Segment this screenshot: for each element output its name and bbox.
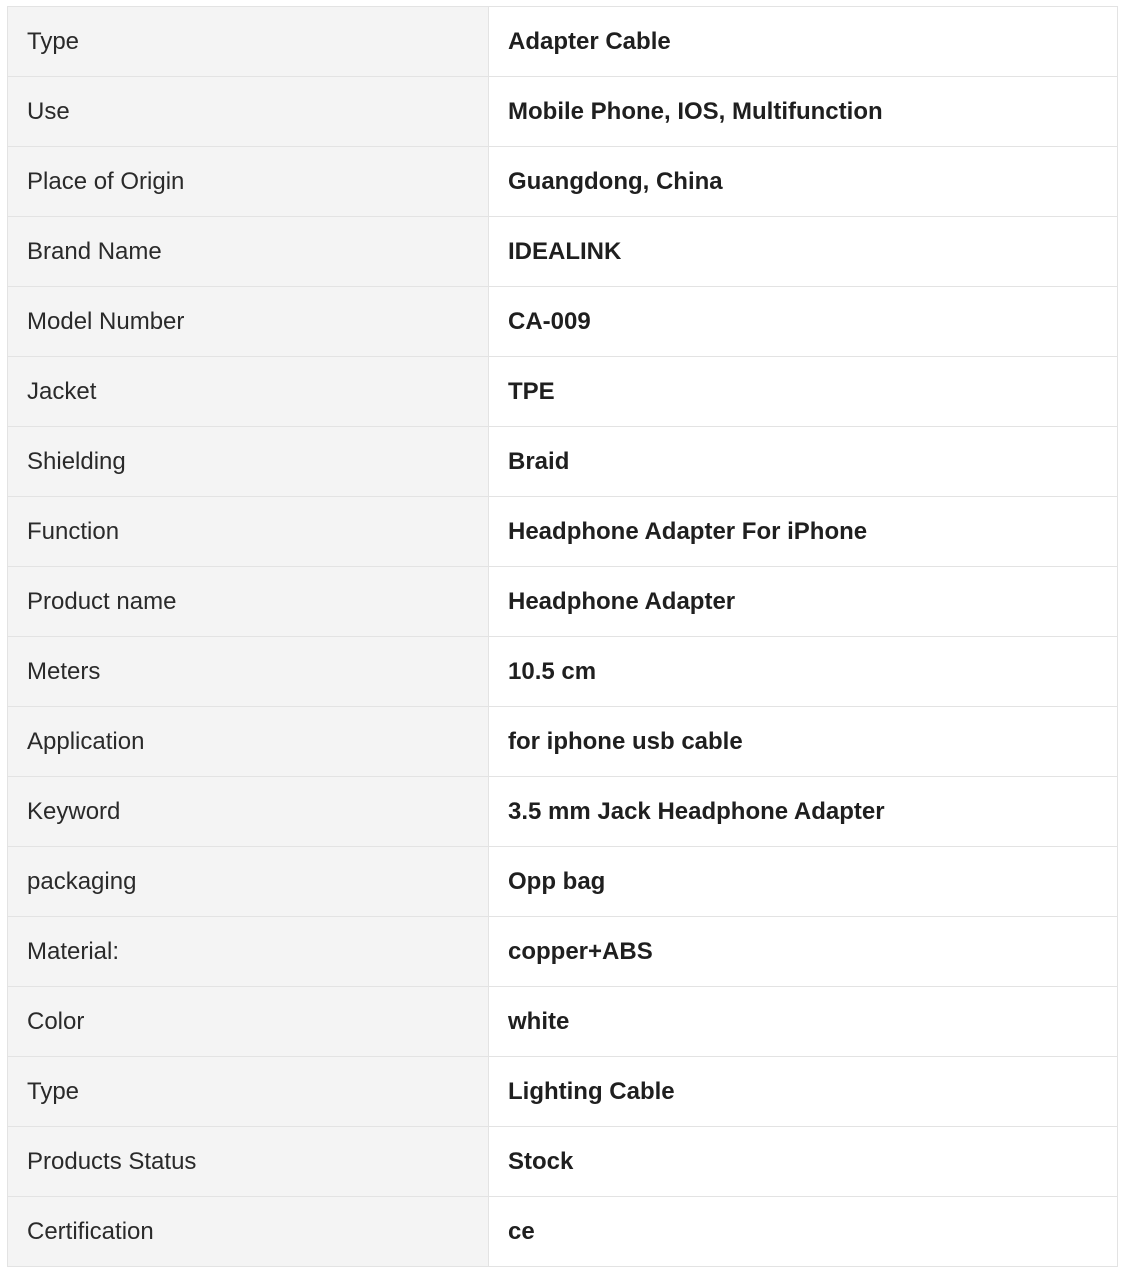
spec-value: Lighting Cable — [489, 1057, 1118, 1127]
spec-value: Headphone Adapter — [489, 567, 1118, 637]
spec-value: Adapter Cable — [489, 7, 1118, 77]
spec-label: Material: — [8, 917, 489, 987]
table-row — [8, 847, 1118, 917]
spec-value: Opp bag — [489, 847, 1118, 917]
spec-label: Use — [8, 77, 489, 147]
spec-label: Place of Origin — [8, 147, 489, 217]
spec-value: for iphone usb cable — [489, 707, 1118, 777]
spec-label: Type — [8, 7, 489, 77]
table-row — [8, 567, 1118, 637]
spec-label: packaging — [8, 847, 489, 917]
table-row — [8, 7, 1118, 77]
spec-label: Jacket — [8, 357, 489, 427]
table-row — [8, 1197, 1118, 1267]
spec-value: Guangdong, China — [489, 147, 1118, 217]
spec-label: Brand Name — [8, 217, 489, 287]
spec-label: Model Number — [8, 287, 489, 357]
spec-value: 10.5 cm — [489, 637, 1118, 707]
table-row — [8, 147, 1118, 217]
spec-label: Type — [8, 1057, 489, 1127]
spec-value: copper+ABS — [489, 917, 1118, 987]
spec-value: ce — [489, 1197, 1118, 1267]
spec-label: Certification — [8, 1197, 489, 1267]
spec-label: Function — [8, 497, 489, 567]
spec-value: IDEALINK — [489, 217, 1118, 287]
spec-label: Product name — [8, 567, 489, 637]
table-row — [8, 987, 1118, 1057]
spec-label: Meters — [8, 637, 489, 707]
table-row — [8, 427, 1118, 497]
table-row — [8, 707, 1118, 777]
table-row — [8, 217, 1118, 287]
spec-value: CA-009 — [489, 287, 1118, 357]
spec-label: Application — [8, 707, 489, 777]
table-row — [8, 357, 1118, 427]
product-spec-table — [7, 6, 1118, 1267]
table-row — [8, 777, 1118, 847]
spec-value: white — [489, 987, 1118, 1057]
table-row — [8, 1127, 1118, 1197]
table-row — [8, 287, 1118, 357]
spec-value: Braid — [489, 427, 1118, 497]
spec-value: Mobile Phone, IOS, Multifunction — [489, 77, 1118, 147]
table-row — [8, 497, 1118, 567]
table-row — [8, 1057, 1118, 1127]
table-row — [8, 917, 1118, 987]
table-row — [8, 77, 1118, 147]
spec-value: Stock — [489, 1127, 1118, 1197]
spec-value: TPE — [489, 357, 1118, 427]
spec-label: Keyword — [8, 777, 489, 847]
spec-label: Products Status — [8, 1127, 489, 1197]
spec-label: Shielding — [8, 427, 489, 497]
spec-label: Color — [8, 987, 489, 1057]
spec-value: Headphone Adapter For iPhone — [489, 497, 1118, 567]
spec-value: 3.5 mm Jack Headphone Adapter — [489, 777, 1118, 847]
table-row — [8, 637, 1118, 707]
